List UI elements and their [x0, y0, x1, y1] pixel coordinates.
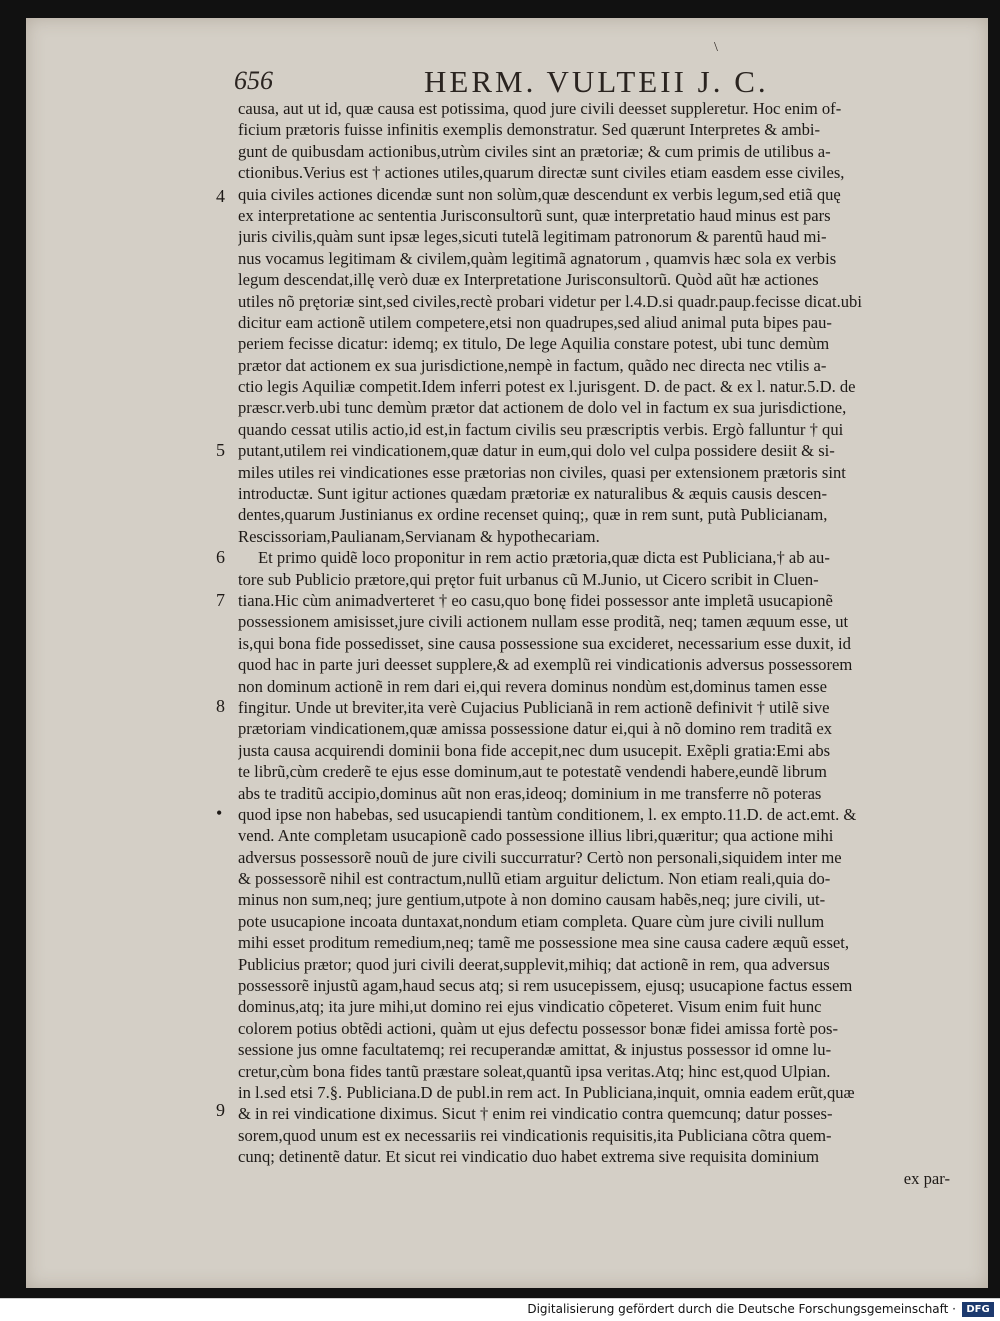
margin-number-7: 7	[216, 590, 225, 610]
text-line: possessionem amisisset,jure civili actionem nullam esse proditã, neq; tamen æquum esse, ut	[238, 612, 849, 632]
text-line: ctio legis Aquiliæ competit.Idem inferri potest ex l.jurisgent. D. de pact. & ex l. natur.5.D. de	[238, 377, 856, 397]
text-line: quia civiles actiones dicendæ sunt non solùm,quæ descendunt ex verbis legum,sed etiã quę	[238, 184, 841, 204]
text-line: abs te traditũ accipio,dominus aũt non eras,ideoq; dominium in me transferre nõ poteras	[238, 783, 822, 803]
text-line: adversus possessorẽ nouũ de jure civili succurratur? Certò non personali,siquidem inter me	[238, 847, 842, 867]
text-line: quod ipse non habebas, sed usucapiendi tantùm conditionem, l. ex empto.11.D. de act.emt. &	[238, 804, 857, 824]
text-line: Rescissoriam,Paulianam,Servianam & hypothecariam.	[238, 526, 600, 546]
text-line: dominus,atq; ita jure mihi,ut domino rei ejus vindicatio cõpeteret. Visum enim fuit hunc	[238, 997, 822, 1017]
text-line: is,qui bona fide possedisset, sine causa possessione sua excideret, necessarium esse duxit, id	[238, 633, 851, 653]
running-title: HERM. VULTEII J. C.	[424, 64, 769, 99]
text-line: Et primo quidẽ loco proponitur in rem actio prætoria,quæ dicta est Publiciana,† ab au-	[258, 548, 830, 568]
text-line: in l.sed etsi 7.§. Publiciana.D de publ.in rem act. In Publiciana,inquit, omnia eadem erũt,quæ	[238, 1082, 855, 1102]
text-line: gunt de quibusdam actionibus,utrùm civiles sint an prætoriæ; & cum primis de utilibus a-	[238, 141, 831, 161]
text-line: dicitur eam actionẽ utilem competere,etsi non quadrupes,sed aliud animal puta bipes pau-	[238, 312, 832, 332]
text-line: tore sub Publicio prætore,qui prętor fuit urbanus cũ M.Junio, ut Cicero scribit in Cluen-	[238, 569, 819, 589]
margin-number-5: 5	[216, 440, 225, 460]
text-line: præscr.verb.ubi tunc demùm prætor dat actionem de dolo vel in factum ex sua jurisdictione,	[238, 398, 847, 418]
text-line: sessione jus omne facultatemq; rei recuperandæ amittat, & injustus possessor id omne lu-	[238, 1040, 832, 1060]
text-line: mihi esset proditum remedium,neq; tamẽ me possessione mea sine causa cadere æquũ esset,	[238, 933, 850, 953]
text-line: prætoriam vindicationem,quæ amissa possessione datur ei,qui à nõ domino rem traditã ex	[238, 719, 833, 739]
text-line: sorem,quod unum est ex necessariis rei vindicationis requisitis,ita Publiciana cõtra quem-	[238, 1125, 832, 1145]
text-line: utiles nõ prętoriæ sint,sed civiles,rectè probari videtur per l.4.D.si quadr.paup.fecisse dicat.ubi	[238, 291, 862, 311]
text-line: justa causa acquirendi dominii bona fide accepit,nec dum usucepit. Exẽpli gratia:Emi abs	[238, 740, 831, 760]
text-line: nus vocamus legitimam & civilem,quàm legitimã agnatorum , quamvis hæc sola ex verbis	[238, 248, 837, 268]
book-page	[26, 18, 988, 1288]
text-line: & in rei vindicatione diximus. Sicut † enim rei vindicatio contra quemcunq; datur posses-	[238, 1104, 833, 1124]
margin-number-9: 9	[216, 1100, 225, 1120]
dfg-logo: DFG	[962, 1302, 994, 1317]
text-line: cunq; detinentẽ datur. Et sicut rei vindicatio duo habet extrema sive requisita dominium	[238, 1147, 820, 1167]
page-number: 656	[234, 66, 273, 95]
margin-number-8: 8	[216, 696, 225, 716]
text-line: ctionibus.Verius est † actiones utiles,quarum directæ sunt civiles etiam easdem esse civiles,	[238, 163, 845, 183]
text-line: legum descendat,illę verò duæ ex Interpretatione Jurisconsultorũ. Quòd aũt hæ actiones	[238, 270, 819, 290]
text-line: quod hac in parte juri deesset supplere,& ad exemplũ rei vindicationis adversus possessorem	[238, 655, 853, 675]
text-line: fingitur. Unde ut breviter,ita verè Cujacius Publicianã in rem actionẽ definivit † utilẽ sive	[238, 697, 830, 717]
text-line: cretur,cùm bona fides tantũ præstare soleat,quantũ ipsa veritas.Atq; hinc est,quod Ulpian.	[238, 1061, 831, 1081]
text-line: prætor dat actionem ex sua jurisdictione,nempè in factum, quãdo nec directa nec vtilis a-	[238, 355, 827, 375]
text-line: pote usucapione incoata duntaxat,nondum etiam completa. Quare cùm jure civili nullum	[238, 911, 825, 931]
text-line: quando cessat utilis actio,id est,in factum civilis seu præscriptis verbis. Ergò falluntur † qui	[238, 419, 844, 439]
margin-number-6: 6	[216, 547, 225, 567]
text-line: tiana.Hic cùm animadverteret † eo casu,quo bonę fidei possessor ante impletã usucapionẽ	[238, 590, 833, 610]
funding-notice: Digitalisierung gefördert durch die Deutsche Forschungsgemeinschaft ·	[527, 1302, 956, 1316]
body-text	[238, 98, 958, 1189]
text-line: colorem potius obtẽdi actioni, quàm ut ejus defectu possessor bonæ fidei amissa fortè pos-	[238, 1018, 839, 1038]
text-line: dentes,quarum Justinianus ex ordine recenset quinq;, quæ in rem sunt, putà Publicianam,	[238, 505, 828, 525]
text-line: vend. Ante completam usucapionẽ cado possessione illius libri,quæritur; qua actione mihi	[238, 826, 834, 846]
footer-bar	[0, 1298, 1000, 1321]
text-line: juris civilis,quàm sunt ipsæ leges,sicuti tutelã legitimam patronorum & parentũ haud mi-	[238, 227, 827, 247]
margin-bullet: •	[216, 803, 223, 823]
text-line: introductæ. Sunt igitur actiones quædam prætoriæ ex naturalibus & æquis causis descen-	[238, 484, 827, 504]
text-line: causa, aut ut id, quæ causa est potissima, quod jure civili deesset suppleretur. Hoc enim of-	[238, 99, 842, 118]
text-line: non dominum actionẽ in rem dari ei,qui revera dominus nondùm est,dominus tamen esse	[238, 676, 827, 696]
top-mark: \	[714, 40, 718, 55]
text-line: putant,utilem rei vindicationem,quæ datur in eum,qui dolo vel culpa possidere desiit & si-	[238, 441, 835, 461]
margin-number-4: 4	[216, 186, 225, 206]
text-line: periem fecisse dicatur: idemq; ex titulo, De lege Aquilia constare potest, ubi tunc demùm	[238, 334, 830, 354]
text-line: te librũ,cùm crederẽ te ejus esse dominum,aut te potestatẽ vendendi habere,eundẽ librum	[238, 762, 827, 782]
text-line: possessorẽ injustũ agam,haud secus atq; si rem usucepissem, ejusq; usucapione factus essem	[238, 976, 853, 996]
text-line: ex interpretatione ac sententia Jurisconsultorũ sunt, quæ interpretatio haud minus est pars	[238, 205, 831, 225]
catchword: ex par-	[903, 1168, 950, 1188]
text-line: miles utiles rei vindicationes esse prætorias non civiles, quasi per extensionem prætoris sint	[238, 462, 846, 482]
text-line: Publicius prætor; quod juri civili deerat,supplevit,mihiq; dat actionẽ in rem, qua adversus	[238, 954, 830, 974]
text-line: & possessorẽ nihil est contractum,nullũ etiam arguitur delictum. Non etiam reali,quia do-	[238, 869, 831, 889]
text-line: ficium prætoris fuisse infinitis exemplis demonstratur. Sed quærunt Interpretes & ambi-	[238, 120, 821, 140]
text-line: minus non sum,neq; jure gentium,utpote à non domino causam habẽs,neq; jure civili, ut-	[238, 890, 826, 910]
